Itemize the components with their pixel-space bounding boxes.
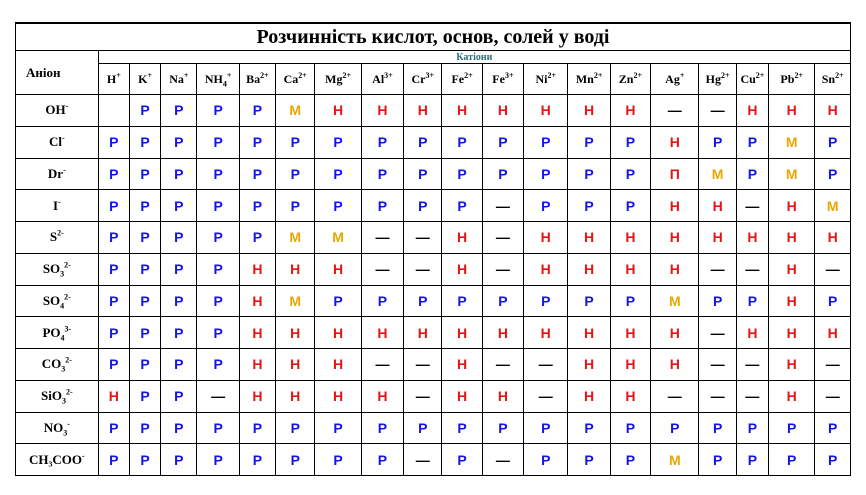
solubility-cell: Н — [610, 349, 650, 381]
table-row — [16, 412, 851, 444]
solubility-cell: Н — [736, 95, 768, 127]
solubility-cell: Р — [361, 190, 403, 222]
cation-header: $Mn^{2+}$ — [568, 64, 610, 95]
solubility-cell: Н — [815, 317, 851, 349]
solubility-cell: Р — [361, 412, 403, 444]
anion-label: OH- — [16, 95, 99, 127]
solubility-cell: Р — [442, 285, 482, 317]
solubility-cell: Р — [404, 126, 442, 158]
solubility-cell: Р — [736, 158, 768, 190]
solubility-cell: Н — [769, 222, 815, 254]
solubility-cell: — — [736, 380, 768, 412]
cation-header: $Ca^{2+}$ — [276, 64, 315, 95]
solubility-cell: М — [651, 444, 699, 476]
solubility-cell: Н — [736, 317, 768, 349]
cation-header: K+ — [129, 64, 160, 95]
solubility-cell: Н — [815, 222, 851, 254]
solubility-cell: — — [699, 317, 736, 349]
solubility-cell: Н — [568, 222, 610, 254]
solubility-cell: Н — [568, 95, 610, 127]
solubility-cell: Р — [161, 126, 197, 158]
solubility-cell: Н — [769, 349, 815, 381]
solubility-cell: Р — [442, 158, 482, 190]
solubility-cell: Р — [315, 412, 361, 444]
solubility-cell: — — [482, 444, 523, 476]
solubility-cell: Р — [161, 158, 197, 190]
solubility-cell: Н — [651, 253, 699, 285]
solubility-cell: Р — [524, 412, 568, 444]
solubility-cell: Р — [361, 444, 403, 476]
anion-label: I- — [16, 190, 99, 222]
solubility-cell: Р — [197, 349, 239, 381]
solubility-cell: Р — [161, 285, 197, 317]
table-row — [16, 349, 851, 381]
solubility-cell: Н — [442, 95, 482, 127]
solubility-cell: Р — [699, 444, 736, 476]
cation-header: $Ni^{2+}$ — [524, 64, 568, 95]
anion-label: Dr- — [16, 158, 99, 190]
solubility-cell: Р — [197, 95, 239, 127]
solubility-cell — [98, 95, 129, 127]
solubility-cell: Н — [482, 317, 523, 349]
table-row — [16, 317, 851, 349]
solubility-cell: Р — [404, 285, 442, 317]
table-row — [16, 158, 851, 190]
solubility-cell: Н — [361, 380, 403, 412]
solubility-cell: Р — [276, 412, 315, 444]
solubility-cell: М — [815, 190, 851, 222]
solubility-cell: Н — [404, 95, 442, 127]
solubility-cell: Н — [524, 222, 568, 254]
solubility-cell: Н — [769, 380, 815, 412]
anion-label: $SO_3^{2-}$ — [16, 253, 99, 285]
table-row — [16, 222, 851, 254]
solubility-cell: Р — [482, 412, 523, 444]
solubility-cell: Р — [736, 444, 768, 476]
solubility-cell: Р — [442, 190, 482, 222]
solubility-cell: Р — [98, 412, 129, 444]
solubility-cell: — — [404, 444, 442, 476]
solubility-cell: — — [404, 222, 442, 254]
solubility-cell: Н — [239, 317, 275, 349]
solubility-cell: Н — [769, 95, 815, 127]
solubility-cell: — — [736, 253, 768, 285]
solubility-cell: М — [276, 222, 315, 254]
solubility-cell: Р — [736, 285, 768, 317]
solubility-cell: Р — [815, 126, 851, 158]
solubility-cell: Р — [276, 444, 315, 476]
solubility-cell: — — [197, 380, 239, 412]
solubility-cell: Р — [98, 158, 129, 190]
solubility-cell: Р — [129, 190, 160, 222]
solubility-cell: Н — [610, 222, 650, 254]
solubility-cell: Р — [197, 222, 239, 254]
solubility-cell: Р — [129, 317, 160, 349]
solubility-cell: — — [815, 380, 851, 412]
table-row — [16, 190, 851, 222]
solubility-cell: — — [699, 95, 736, 127]
solubility-cell: Р — [129, 285, 160, 317]
solubility-cell: Р — [276, 158, 315, 190]
solubility-cell: Н — [524, 317, 568, 349]
solubility-cell: Н — [568, 317, 610, 349]
solubility-cell: Р — [161, 444, 197, 476]
cation-header: $Al^{3+}$ — [361, 64, 403, 95]
solubility-cell: Н — [239, 253, 275, 285]
solubility-cell: Р — [197, 317, 239, 349]
solubility-cell: Р — [442, 126, 482, 158]
solubility-cell: — — [524, 349, 568, 381]
solubility-cell: М — [699, 158, 736, 190]
solubility-cell: — — [482, 349, 523, 381]
solubility-cell: Р — [161, 317, 197, 349]
solubility-cell: Р — [442, 412, 482, 444]
solubility-cell: Р — [129, 95, 160, 127]
solubility-cell: — — [651, 95, 699, 127]
solubility-cell: Н — [315, 95, 361, 127]
solubility-cell: — — [699, 253, 736, 285]
solubility-cell: Р — [361, 158, 403, 190]
solubility-cell: Р — [315, 444, 361, 476]
solubility-cell: Р — [98, 285, 129, 317]
solubility-cell: Р — [736, 412, 768, 444]
solubility-cell: — — [815, 349, 851, 381]
solubility-cell: Р — [404, 158, 442, 190]
solubility-cell: М — [769, 158, 815, 190]
solubility-cell: М — [276, 95, 315, 127]
solubility-cell: Р — [239, 222, 275, 254]
solubility-cell: — — [361, 349, 403, 381]
solubility-cell: — — [361, 253, 403, 285]
solubility-cell: — — [361, 222, 403, 254]
solubility-cell: — — [404, 349, 442, 381]
solubility-cell: Р — [161, 222, 197, 254]
solubility-cell: Р — [197, 158, 239, 190]
cations-label: Катіони — [98, 51, 850, 64]
solubility-cell: Р — [610, 126, 650, 158]
solubility-cell: Р — [98, 253, 129, 285]
solubility-cell: Р — [161, 253, 197, 285]
solubility-cell: М — [769, 126, 815, 158]
solubility-cell: Р — [129, 253, 160, 285]
solubility-cell: Р — [161, 412, 197, 444]
solubility-cell: Р — [315, 190, 361, 222]
solubility-sheet — [15, 22, 851, 476]
anion-label: $SO_4^{2-}$ — [16, 285, 99, 317]
cation-header: H+ — [98, 64, 129, 95]
solubility-cell: Р — [699, 285, 736, 317]
solubility-cell: Р — [239, 158, 275, 190]
solubility-cell: М — [651, 285, 699, 317]
solubility-cell: Н — [239, 285, 275, 317]
solubility-cell: Н — [442, 253, 482, 285]
solubility-cell: Р — [610, 190, 650, 222]
solubility-cell: Р — [815, 158, 851, 190]
solubility-cell: Р — [239, 190, 275, 222]
solubility-cell: Н — [315, 317, 361, 349]
solubility-cell: — — [736, 190, 768, 222]
solubility-cell: Н — [651, 222, 699, 254]
anion-header: Аніон — [16, 51, 99, 95]
table-row — [16, 444, 851, 476]
solubility-cell: Н — [815, 95, 851, 127]
solubility-cell: Н — [276, 380, 315, 412]
solubility-cell: Н — [651, 317, 699, 349]
solubility-cell: Р — [129, 349, 160, 381]
solubility-cell: Р — [524, 126, 568, 158]
solubility-cell: Р — [361, 285, 403, 317]
solubility-cell: Р — [651, 412, 699, 444]
solubility-cell: Н — [315, 380, 361, 412]
anion-label: $CO_3^{2-}$ — [16, 349, 99, 381]
cation-header: $Fe^{2+}$ — [442, 64, 482, 95]
solubility-cell: Р — [699, 412, 736, 444]
solubility-cell: — — [404, 253, 442, 285]
solubility-cell: Р — [98, 190, 129, 222]
solubility-cell: Р — [815, 285, 851, 317]
solubility-table — [15, 22, 851, 476]
solubility-cell: Н — [524, 95, 568, 127]
solubility-cell: Н — [239, 380, 275, 412]
cation-header: Ag+ — [651, 64, 699, 95]
table-row — [16, 126, 851, 158]
solubility-cell: Н — [769, 317, 815, 349]
cations-label-row — [16, 51, 851, 64]
solubility-cell: Н — [239, 349, 275, 381]
solubility-cell: М — [276, 285, 315, 317]
solubility-cell: Р — [524, 285, 568, 317]
solubility-cell: Н — [442, 380, 482, 412]
solubility-cell: Р — [197, 190, 239, 222]
solubility-cell: Р — [404, 412, 442, 444]
solubility-cell: — — [699, 380, 736, 412]
solubility-cell: Н — [568, 349, 610, 381]
solubility-cell: Н — [769, 285, 815, 317]
solubility-cell: Р — [239, 95, 275, 127]
solubility-cell: Р — [129, 222, 160, 254]
anion-label: $PO_4^{3-}$ — [16, 317, 99, 349]
solubility-cell: Н — [699, 222, 736, 254]
solubility-cell: Р — [98, 349, 129, 381]
cation-header: $Mg^{2+}$ — [315, 64, 361, 95]
solubility-cell: Р — [610, 285, 650, 317]
table-title: Розчинність кислот, основ, солей у воді — [16, 23, 851, 51]
solubility-cell: Н — [404, 317, 442, 349]
solubility-cell: Н — [736, 222, 768, 254]
solubility-cell: Р — [315, 158, 361, 190]
solubility-cell: Н — [482, 380, 523, 412]
table-row — [16, 253, 851, 285]
solubility-cell: Р — [161, 190, 197, 222]
solubility-cell: Н — [699, 190, 736, 222]
solubility-cell: Н — [276, 253, 315, 285]
solubility-cell: Р — [197, 412, 239, 444]
solubility-cell: Н — [610, 95, 650, 127]
solubility-cell: Р — [568, 285, 610, 317]
anion-label: Cl- — [16, 126, 99, 158]
solubility-cell: Н — [98, 380, 129, 412]
solubility-cell: Р — [482, 158, 523, 190]
cation-header: $Hg^{2+}$ — [699, 64, 736, 95]
solubility-cell: Р — [482, 285, 523, 317]
solubility-cell: Н — [442, 317, 482, 349]
solubility-cell: Р — [98, 126, 129, 158]
solubility-cell: Р — [524, 158, 568, 190]
solubility-cell: Р — [197, 253, 239, 285]
solubility-cell: Р — [568, 412, 610, 444]
solubility-cell: Н — [315, 349, 361, 381]
solubility-cell: П — [651, 158, 699, 190]
cation-header: $Cu^{2+}$ — [736, 64, 768, 95]
solubility-cell: Н — [568, 380, 610, 412]
solubility-cell: Н — [315, 253, 361, 285]
solubility-cell: Р — [404, 190, 442, 222]
solubility-cell: Н — [568, 253, 610, 285]
table-row — [16, 285, 851, 317]
cation-header: $Fe^{3+}$ — [482, 64, 523, 95]
solubility-cell: Р — [276, 126, 315, 158]
solubility-cell: Р — [239, 126, 275, 158]
solubility-cell: Р — [699, 126, 736, 158]
solubility-cell: — — [482, 222, 523, 254]
solubility-cell: Н — [442, 349, 482, 381]
solubility-cell: — — [699, 349, 736, 381]
solubility-cell: Р — [276, 190, 315, 222]
solubility-cell: Н — [651, 190, 699, 222]
cation-header: $Zn^{2+}$ — [610, 64, 650, 95]
solubility-cell: Р — [769, 444, 815, 476]
solubility-cell: Р — [815, 412, 851, 444]
solubility-cell: Н — [610, 253, 650, 285]
solubility-cell: Р — [568, 158, 610, 190]
cation-header: $Pb^{2+}$ — [769, 64, 815, 95]
solubility-cell: Р — [568, 126, 610, 158]
cation-header: Na+ — [161, 64, 197, 95]
solubility-cell: Н — [361, 317, 403, 349]
solubility-cell: — — [651, 380, 699, 412]
solubility-cell: Р — [815, 444, 851, 476]
solubility-cell: Н — [361, 95, 403, 127]
solubility-cell: Р — [524, 444, 568, 476]
solubility-cell: Р — [129, 158, 160, 190]
solubility-cell: Н — [769, 253, 815, 285]
solubility-cell: Р — [161, 349, 197, 381]
solubility-cell: Р — [129, 412, 160, 444]
solubility-cell: Н — [610, 317, 650, 349]
solubility-cell: Р — [161, 95, 197, 127]
cation-header: $NH_4^+$ — [197, 64, 239, 95]
solubility-cell: Р — [568, 190, 610, 222]
solubility-cell: Н — [276, 317, 315, 349]
solubility-cell: Р — [239, 444, 275, 476]
solubility-cell: Р — [197, 126, 239, 158]
title-row — [16, 23, 851, 51]
anion-label: $NO_3^-$ — [16, 412, 99, 444]
solubility-cell: Р — [98, 444, 129, 476]
anion-label: $S^{2-}$ — [16, 222, 99, 254]
solubility-cell: Р — [98, 317, 129, 349]
solubility-cell: — — [482, 190, 523, 222]
cation-header: $Ba^{2+}$ — [239, 64, 275, 95]
solubility-cell: Р — [315, 285, 361, 317]
solubility-cell: Р — [129, 126, 160, 158]
solubility-cell: Р — [482, 126, 523, 158]
solubility-cell: Р — [129, 380, 160, 412]
table-row — [16, 380, 851, 412]
solubility-cell: Н — [276, 349, 315, 381]
solubility-cell: Р — [197, 444, 239, 476]
solubility-cell: Р — [239, 412, 275, 444]
cation-header: $Sn^{2+}$ — [815, 64, 851, 95]
solubility-cell: Р — [129, 444, 160, 476]
solubility-cell: Р — [361, 126, 403, 158]
solubility-cell: Р — [98, 222, 129, 254]
solubility-cell: Н — [651, 126, 699, 158]
solubility-cell: Р — [610, 444, 650, 476]
solubility-cell: — — [736, 349, 768, 381]
solubility-cell: — — [404, 380, 442, 412]
solubility-cell: Р — [315, 126, 361, 158]
solubility-cell: — — [482, 253, 523, 285]
solubility-cell: Р — [161, 380, 197, 412]
solubility-cell: Р — [736, 126, 768, 158]
cations-row — [16, 64, 851, 95]
solubility-cell: Н — [610, 380, 650, 412]
solubility-cell: Р — [610, 412, 650, 444]
solubility-cell: — — [815, 253, 851, 285]
solubility-cell: Н — [482, 95, 523, 127]
solubility-cell: Н — [769, 190, 815, 222]
solubility-cell: Р — [197, 285, 239, 317]
solubility-cell: Н — [651, 349, 699, 381]
solubility-cell: Н — [442, 222, 482, 254]
solubility-cell: — — [524, 380, 568, 412]
table-row — [16, 95, 851, 127]
solubility-cell: Р — [442, 444, 482, 476]
anion-label: CH₃COO- — [16, 444, 99, 476]
solubility-cell: Р — [568, 444, 610, 476]
solubility-cell: Р — [769, 412, 815, 444]
solubility-cell: Р — [524, 190, 568, 222]
solubility-cell: Р — [610, 158, 650, 190]
solubility-cell: М — [315, 222, 361, 254]
anion-label: SiO$_3^{2-}$ — [16, 380, 99, 412]
solubility-cell: Н — [524, 253, 568, 285]
cation-header: $Cr^{3+}$ — [404, 64, 442, 95]
